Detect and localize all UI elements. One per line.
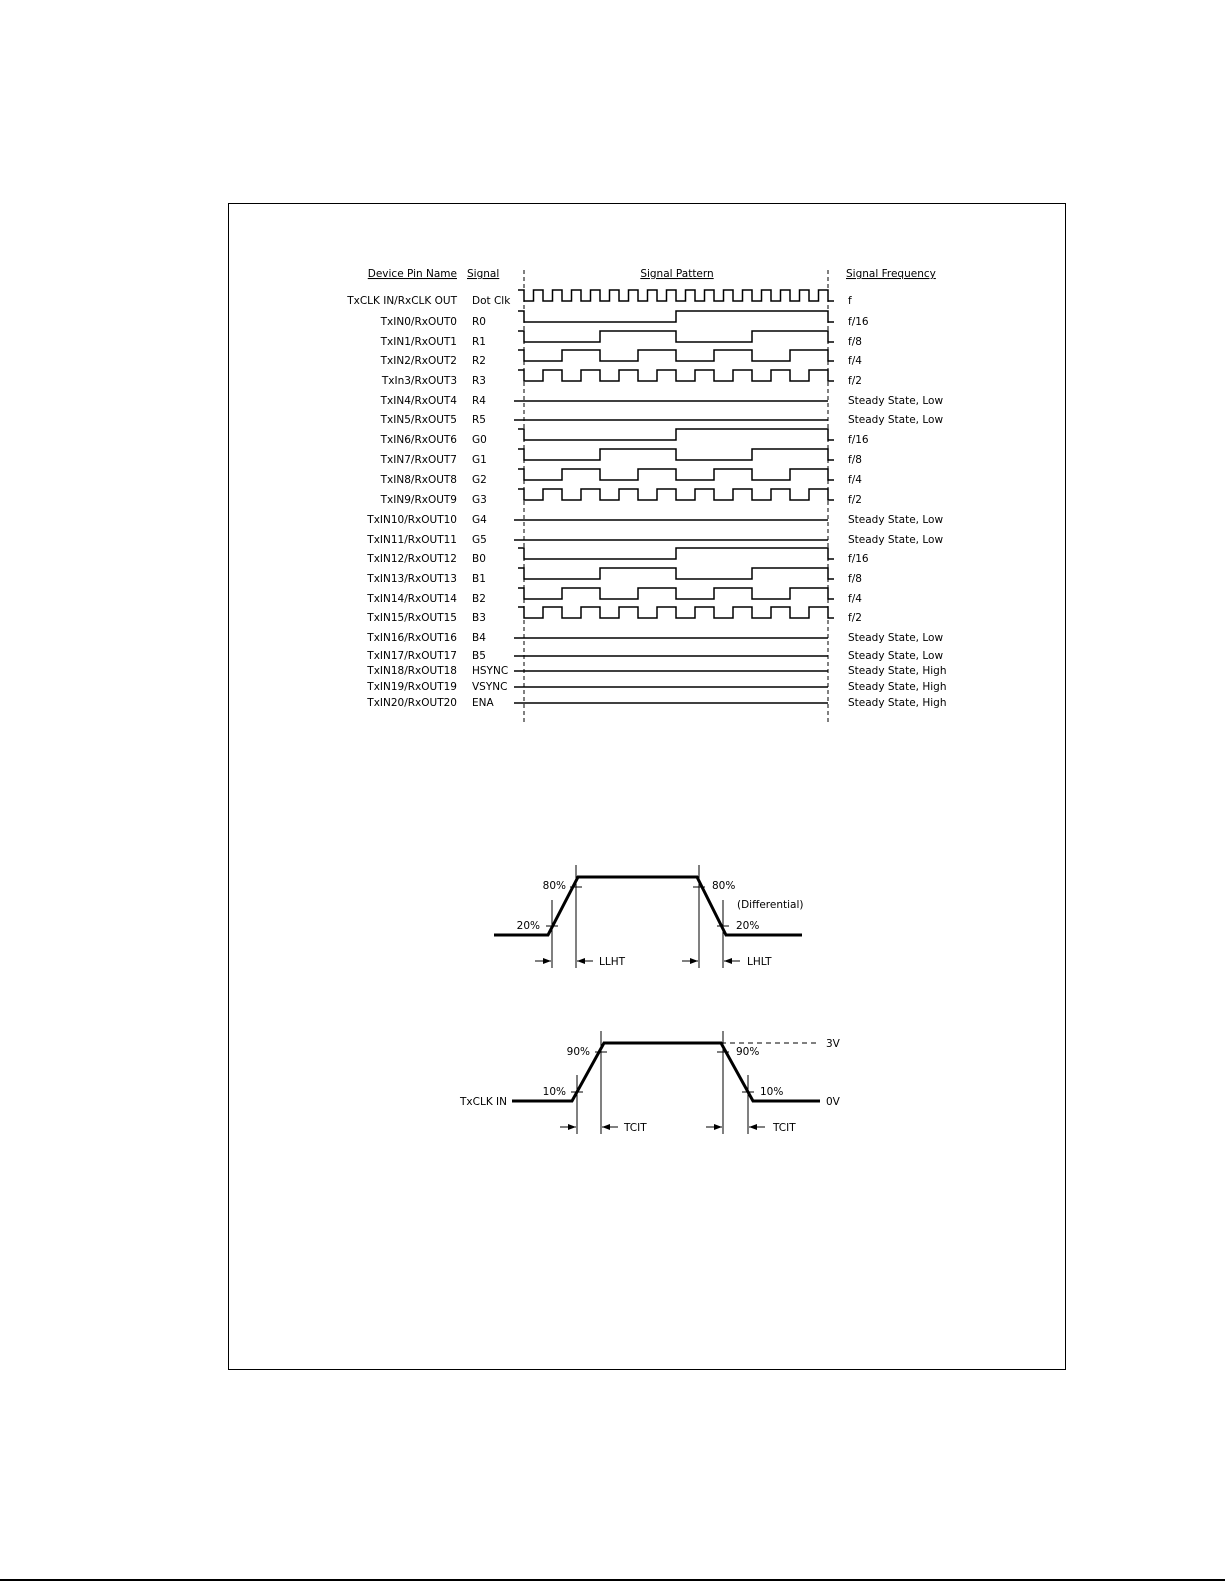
signal-name: G1 [472,454,487,466]
signal-row [366,568,862,585]
pin-name: TxIN0/RxOUT0 [380,316,457,328]
signal-name: G5 [472,534,487,546]
header-signal-frequency: Signal Frequency [846,268,936,280]
signal-frequency: f/4 [848,593,862,605]
waveform [518,331,834,342]
pin-name: TxIN20/RxOUT20 [367,697,457,709]
signal-row [380,414,944,426]
signal-rows [346,290,946,709]
clock-fall-time-label: TCIT [773,1122,796,1134]
signal-row [381,370,862,387]
header-device-pin-name: Device Pin Name [367,268,457,280]
waveform [518,350,834,361]
signal-row [366,514,943,526]
signal-frequency: Steady State, Low [848,534,944,546]
pin-name: TxIN5/RxOUT5 [380,414,457,426]
lvds-fall-20-label: 20% [736,920,760,932]
signal-row [366,697,946,709]
signal-row [366,681,946,693]
pin-name: TxIN15/RxOUT15 [367,612,457,624]
lvds-transition-diagram [494,865,803,968]
signal-frequency: f/8 [848,573,862,585]
clock-fall-90-label: 90% [736,1046,760,1058]
clock-rise-time-label: TCIT [624,1122,647,1134]
column-headers [368,268,936,280]
signal-row [366,632,943,644]
clock-transition-diagram [459,1031,841,1134]
signal-name: R0 [472,316,486,328]
signal-frequency: f/16 [848,316,869,328]
pin-name: TxIN10/RxOUT10 [367,514,457,526]
clock-signal-label: TxCLK IN [460,1096,507,1108]
signal-row [380,449,862,466]
signal-row [366,534,943,546]
signal-frequency: Steady State, High [848,681,947,693]
page-bottom-rule [0,1579,1225,1581]
pin-name: TxIN19/RxOUT19 [367,681,457,693]
pin-name: TxIN4/RxOUT4 [380,395,457,407]
signal-frequency: Steady State, Low [848,632,944,644]
signal-name: G4 [472,514,487,526]
signal-frequency: f/16 [848,553,869,565]
signal-name: B4 [472,632,486,644]
lvds-rise-time-label: LLHT [599,956,626,968]
signal-row [380,429,869,446]
signal-name: G3 [472,494,487,506]
signal-name: B5 [472,650,486,662]
signal-frequency: Steady State, High [848,697,947,709]
signal-name: Dot Clk [472,295,511,307]
waveform [518,548,834,559]
signal-frequency: f/2 [848,494,862,506]
signal-name: VSYNC [472,681,508,693]
clock-rise-10-label: 10% [542,1086,566,1098]
signal-name: ENA [472,697,494,709]
signal-frequency: f [848,295,852,307]
signal-name: R4 [472,395,486,407]
pin-name: TxIn3/RxOUT3 [381,375,457,387]
pin-name: TxIN6/RxOUT6 [380,434,457,446]
signal-name: HSYNC [472,665,509,677]
signal-name: B0 [472,553,486,565]
signal-row [366,665,946,677]
waveform [518,449,834,460]
signal-frequency: f/8 [848,336,862,348]
pin-name: TxIN1/RxOUT1 [380,336,457,348]
lvds-fall-80-label: 80% [712,880,736,892]
signal-frequency: f/4 [848,474,862,486]
signal-row [366,607,862,624]
signal-row [346,290,852,307]
signal-name: R1 [472,336,486,348]
signal-frequency: f/16 [848,434,869,446]
waveform [518,429,834,440]
signal-frequency: f/4 [848,355,862,367]
signal-row [380,350,863,367]
pin-name: TxIN8/RxOUT8 [380,474,457,486]
pin-name: TxIN16/RxOUT16 [367,632,457,644]
pin-name: TxIN12/RxOUT12 [367,553,457,565]
signal-name: B1 [472,573,486,585]
signal-frequency: Steady State, Low [848,514,944,526]
signal-name: R5 [472,414,486,426]
waveform [518,290,834,301]
signal-frequency: Steady State, High [848,665,947,677]
pin-name: TxIN13/RxOUT13 [367,573,457,585]
signal-frequency: Steady State, Low [848,395,944,407]
pin-name: TxIN14/RxOUT14 [367,593,457,605]
waveform [518,607,834,618]
lvds-rise-20-label: 20% [516,920,540,932]
clock-rise-90-label: 90% [566,1046,590,1058]
pin-name: TxIN18/RxOUT18 [367,665,457,677]
waveform [518,370,834,381]
header-signal-pattern: Signal Pattern [640,268,714,280]
lvds-fall-time-label: LHLT [747,956,772,968]
signal-row [380,395,944,407]
signal-name: R2 [472,355,486,367]
signal-name: B3 [472,612,486,624]
signal-row [380,469,863,486]
pin-name: TxIN7/RxOUT7 [380,454,457,466]
pin-name: TxCLK IN/RxCLK OUT [347,295,457,307]
signal-frequency: f/8 [848,454,862,466]
waveform [518,489,834,500]
signal-name: B2 [472,593,486,605]
waveform [518,588,834,599]
signal-row [366,548,869,565]
waveform [518,568,834,579]
pin-name: TxIN11/RxOUT11 [367,534,457,546]
lvds-differential-label: (Differential) [737,899,804,911]
signal-row [380,311,869,328]
waveform [518,311,834,322]
signal-name: G0 [472,434,487,446]
signal-row [380,331,862,348]
signal-name: G2 [472,474,487,486]
signal-frequency: Steady State, Low [848,650,944,662]
waveform [518,469,834,480]
clock-fall-10-label: 10% [760,1086,784,1098]
signal-frequency: Steady State, Low [848,414,944,426]
lvds-rise-80-label: 80% [542,880,566,892]
clock-high-level-label: 3V [826,1038,840,1050]
pin-name: TxIN2/RxOUT2 [380,355,457,367]
pin-name: TxIN9/RxOUT9 [380,494,457,506]
signal-frequency: f/2 [848,375,862,387]
signal-name: R3 [472,375,486,387]
clock-low-level-label: 0V [826,1096,840,1108]
signal-row [366,650,943,662]
signal-row [380,489,862,506]
signal-frequency: f/2 [848,612,862,624]
header-signal: Signal [467,268,500,280]
pin-name: TxIN17/RxOUT17 [367,650,457,662]
signal-row [366,588,862,605]
